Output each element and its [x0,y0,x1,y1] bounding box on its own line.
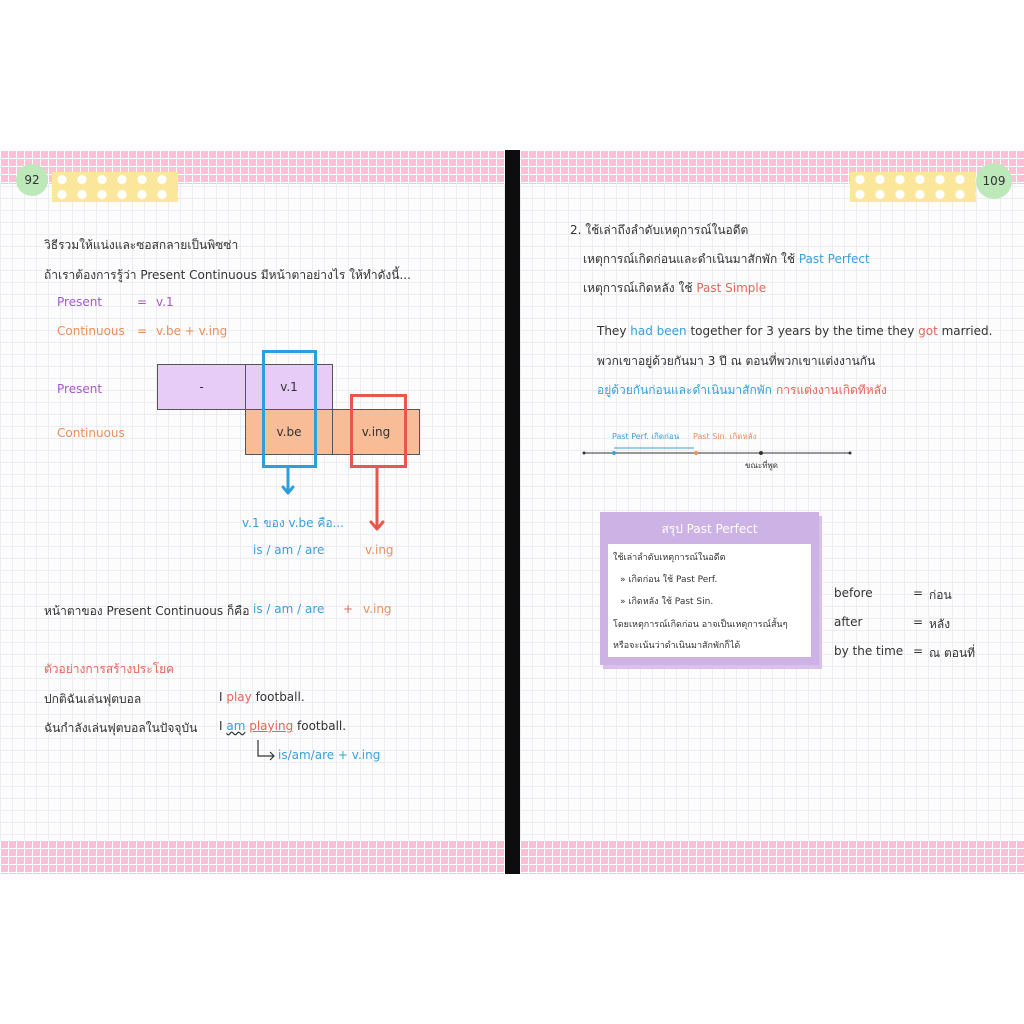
timeline-label-perf: Past Perf. เกิดก่อน [612,432,680,441]
summary-line: หรือจะเน้นว่าดำเนินมาสักพักก็ได้ [613,641,741,651]
continuous-cell-vbe: v.be [245,409,333,455]
timeline-label-now: ขณะที่พูด [745,461,778,470]
hook-arrow-icon [250,738,280,764]
red-arrow-icon [371,468,383,529]
blue-caption: v.1 ของ v.be คือ... [242,516,344,530]
timeline-dot-now [759,451,763,455]
bottom-pink-band [520,840,1024,874]
timeline-start [583,452,586,455]
example-translation: พวกเขาอยู่ด้วยกันมา 3 ปี ณ ตอนที่พวกเขาแต่งงานกัน [597,354,876,368]
red-result: v.ing [365,543,394,557]
present-cell-blank: - [157,364,246,410]
timeline-dot-perf [612,451,616,455]
example1-sentence: I play football. [219,690,305,704]
summary-box-body [608,544,811,657]
example2-thai: ฉันกำลังเล่นฟุตบอลในปัจจุบัน [44,721,198,735]
summary-text: หน้าตาของ Present Continuous ก็คือ [44,604,250,618]
summary-line: » เกิดก่อน ใช้ Past Perf. [620,575,718,585]
formula-continuous-value: v.be + v.ing [156,324,228,338]
diagram-arrows [0,150,505,550]
vocab-eq: = [913,644,924,658]
section-heading: วิธีรวมให้แน่งและซอสกลายเป็นพิซซ่า [44,238,239,252]
book-spine [505,150,520,874]
rule-line-2: เหตุการณ์เกิดหลัง ใช้ Past Simple [583,281,767,295]
bottom-pink-band [0,840,505,874]
diagram-present-label: Present [57,382,103,396]
summary-box-title: สรุป Past Perfect [661,522,758,536]
vocab-word: before [834,586,873,600]
example-note-red: การแต่งงานเกิดทีหลัง [776,383,887,397]
vocab-eq: = [913,615,924,629]
summary-line: » เกิดหลัง ใช้ Past Sin. [620,597,714,607]
formula-continuous-eq: = [137,324,148,338]
vocab-eq: = [913,586,924,600]
example1-thai: ปกติฉันเล่นฟุตบอล [44,692,142,706]
vocab-word: by the time [834,644,904,658]
example-sentence: They had been together for 3 years by the time they got married. [597,324,993,338]
timeline-label-sin: Past Sin. เกิดหลัง [693,432,757,441]
present-cell-v1: v.1 [245,364,333,410]
vocab-meaning: ณ ตอนที่ [929,646,976,660]
formula-present-eq: = [137,295,148,309]
washi-tape [850,172,976,202]
rule-line-1: เหตุการณ์เกิดก่อนและดำเนินมาสักพัก ใช้ Past Perfect [583,252,870,266]
page-number: 109 [976,163,1012,199]
timeline-end [849,452,852,455]
left-page [0,150,505,874]
right-page [520,150,1024,874]
summary-part2: v.ing [363,602,392,616]
blue-result: is / am / are [253,543,325,557]
vocab-word: after [834,615,863,629]
page-number: 92 [16,164,48,196]
summary-box [600,512,819,665]
timeline-dot-sin [694,451,698,455]
intro-text: ถ้าเราต้องการรู้ว่า Present Continuous มีหน้าตาอย่างไร ให้ทำดังนี้... [44,268,411,282]
formula-present-label: Present [57,295,103,309]
summary-line: โดยเหตุการณ์เกิดก่อน อาจเป็นเหตุการณ์สั้นๆ [613,620,788,630]
summary-part1: is / am / are [253,602,325,616]
diagram-continuous-label: Continuous [57,426,125,440]
book-spread [0,150,1024,874]
example2-note: is/am/are + v.ing [278,748,381,762]
section-heading: 2. ใช้เล่าถึงลำดับเหตุการณ์ในอดีต [570,223,749,237]
summary-line: ใช้เล่าลำดับเหตุการณ์ในอดีต [613,553,726,563]
blue-arrow-icon [283,468,293,493]
formula-continuous-label: Continuous [57,324,125,338]
examples-title: ตัวอย่างการสร้างประโยค [44,662,175,676]
continuous-cell-ving: v.ing [332,409,420,455]
timeline [580,440,860,470]
summary-plus: + [343,602,354,616]
formula-present-value: v.1 [156,295,174,309]
vocab-meaning: หลัง [929,617,951,631]
vocab-meaning: ก่อน [929,588,952,602]
example-note-blue: อยู่ด้วยกันก่อนและดำเนินมาสักพัก [597,383,772,397]
example2-sentence: I am playing football. [219,719,347,733]
